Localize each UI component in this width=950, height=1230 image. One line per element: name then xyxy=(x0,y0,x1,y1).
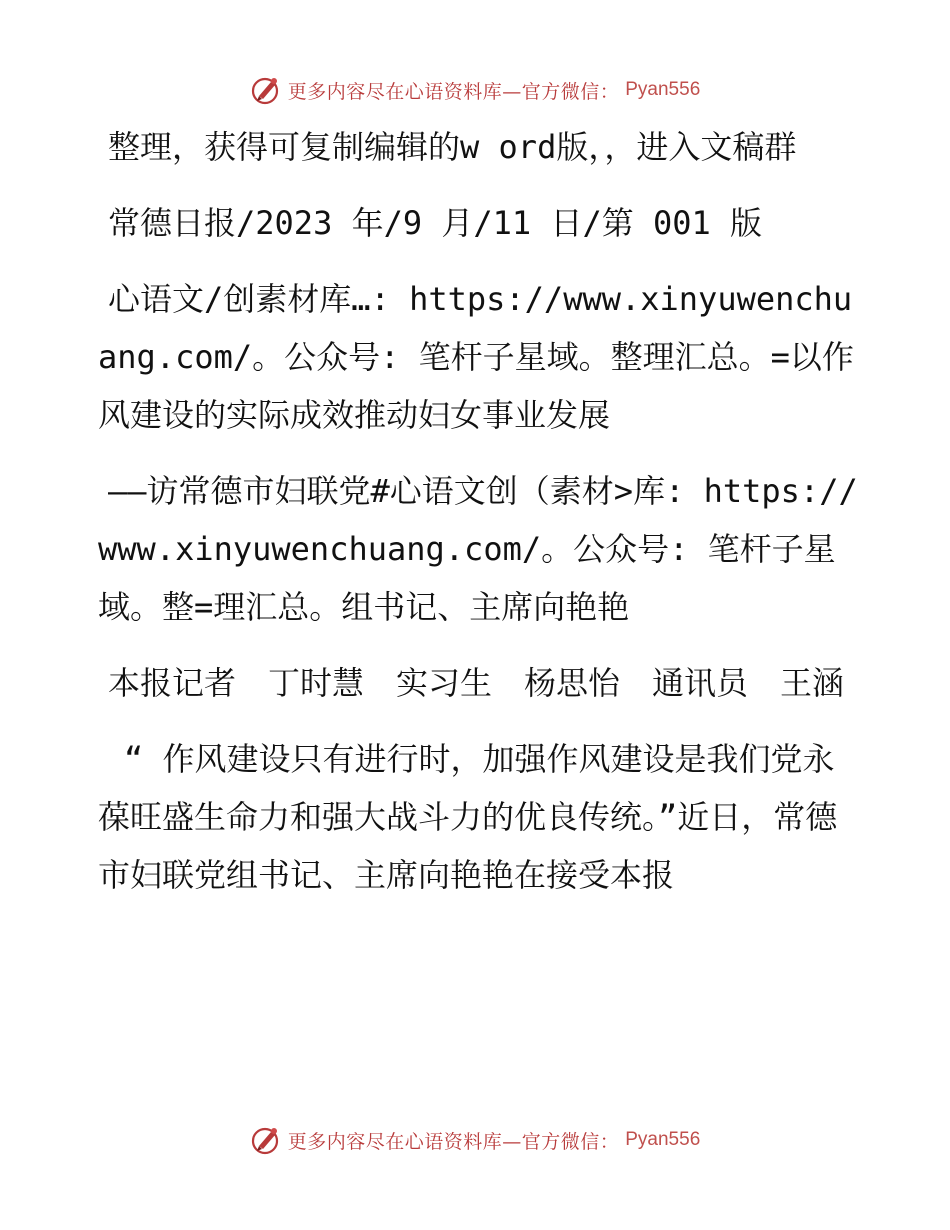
header-banner-text: 更多内容尽在心语资料库—官方微信： xyxy=(287,80,620,103)
footer-banner-inner xyxy=(250,1124,701,1156)
source-line: 常德日报/2023 年/9 月/11 日/第 001 版 xyxy=(108,204,763,242)
footer-banner-text: 更多内容尽在心语资料库—官方微信： xyxy=(287,1130,620,1153)
document-body xyxy=(98,118,858,922)
byline: 本报记者 丁时慧 实习生 杨思怡 通讯员 王涵 xyxy=(108,664,845,702)
body-paragraph: “ 作风建设只有进行时，加强作风建设是我们党永葆旺盛生命力和强大战斗力的优良传统。”近日，常德市妇联党组书记、主席向艳艳在接受本报 xyxy=(98,740,838,894)
header-banner-inner xyxy=(250,74,701,106)
header-banner xyxy=(0,70,950,110)
pen-logo-icon xyxy=(250,1124,282,1156)
header-banner-wechat: Pyan556 xyxy=(625,79,701,100)
footer-banner xyxy=(0,1120,950,1160)
intro-paragraph: 整理，获得可复制编辑的w ord版，，进入文稿群 xyxy=(108,128,797,166)
title-paragraph: 心语文/创素材库…: https://www.xinyuwenchuang.com/。公众号: 笔杆子星域。整理汇总。=以作风建设的实际成效推动妇女事业发展 xyxy=(98,280,854,434)
subtitle-paragraph: ——访常德市妇联党#心语文创（素材>库: https://www.xinyuwenchuang.com/。公众号: 笔杆子星域。整=理汇总。组书记、主席向艳艳 xyxy=(98,472,858,626)
pen-logo-icon xyxy=(250,74,282,106)
footer-banner-wechat: Pyan556 xyxy=(625,1129,701,1150)
